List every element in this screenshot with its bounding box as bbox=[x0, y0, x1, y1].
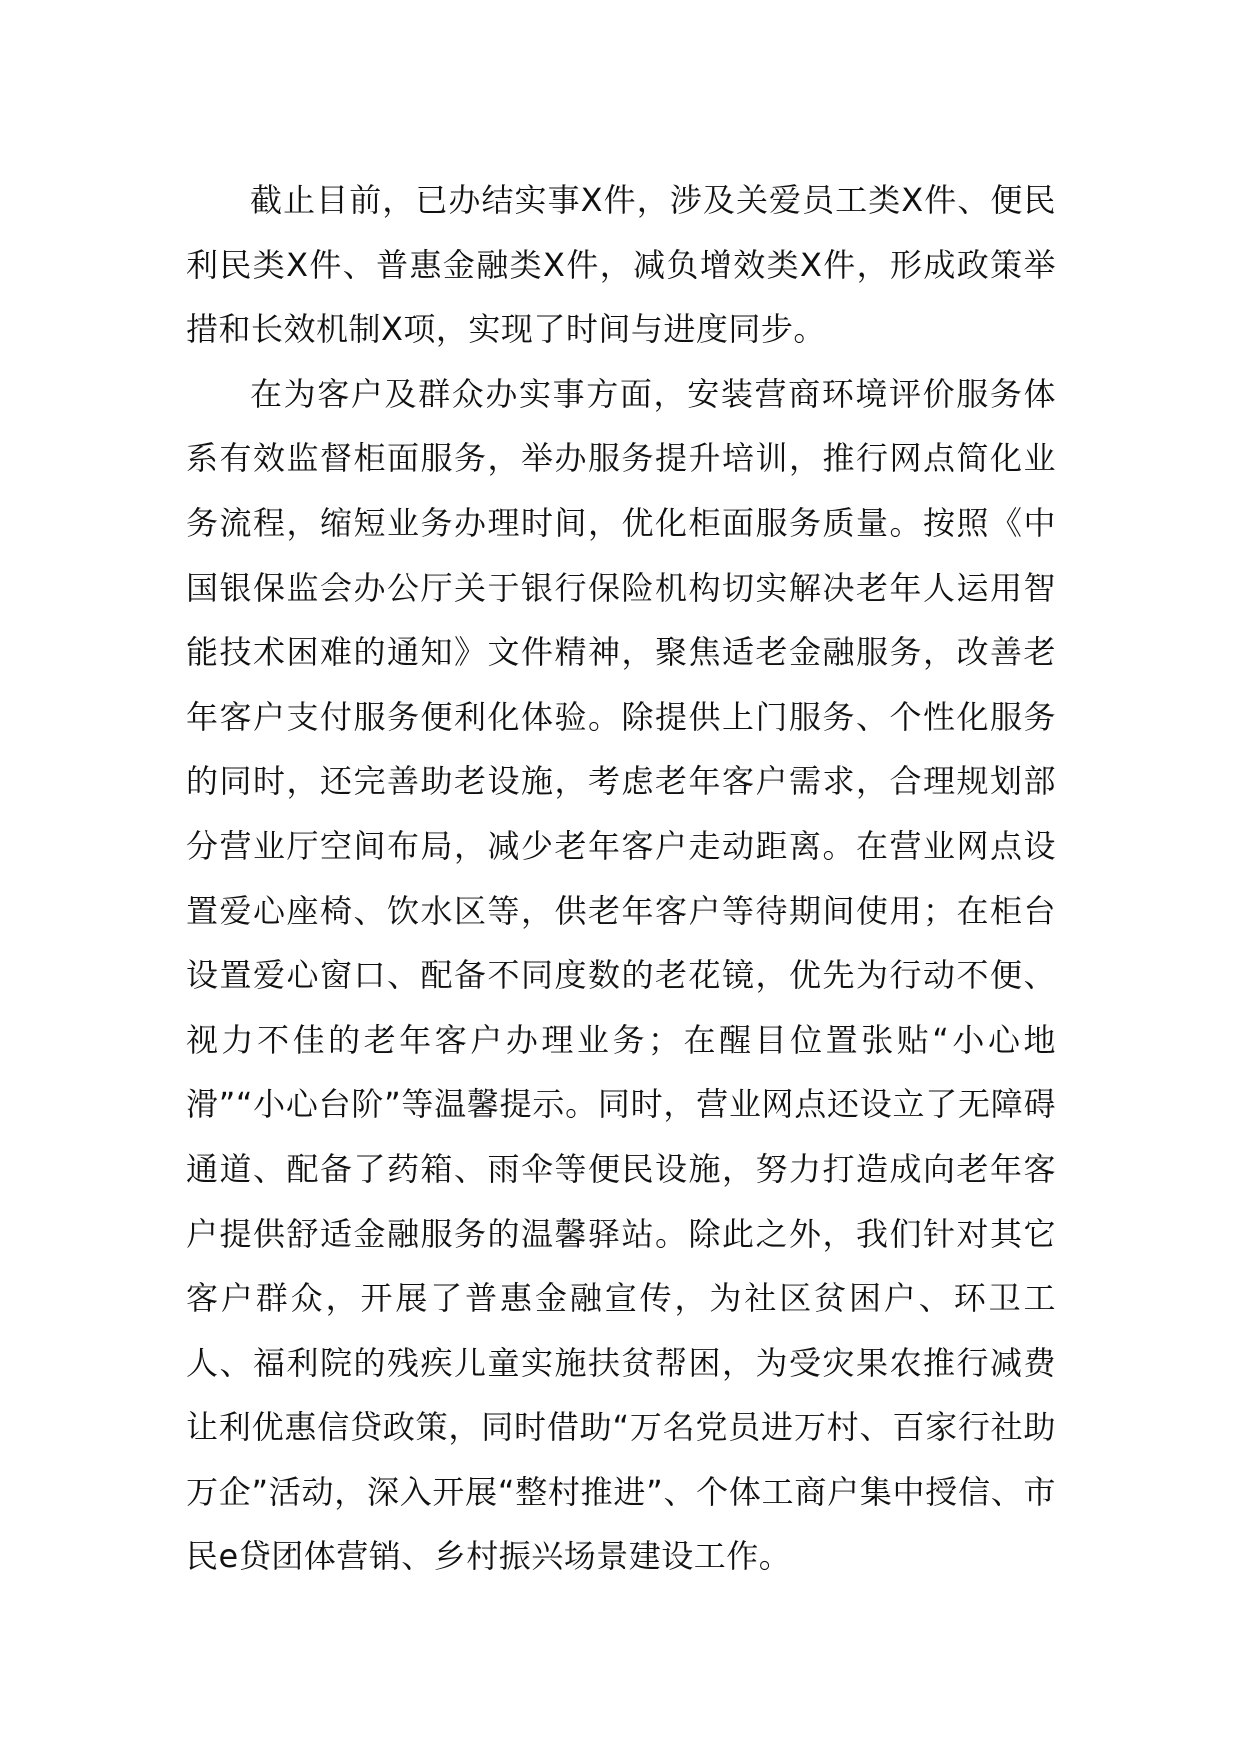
document-body bbox=[186, 168, 1056, 1589]
paragraph-summary: 截止目前，已办结实事X件，涉及关爱员工类X件、便民利民类X件、普惠金融类X件，减负增效类X件，形成政策举措和长效机制X项，实现了时间与进度同步。 bbox=[186, 181, 1056, 349]
paragraph-customer-service: 在为客户及群众办实事方面，安装营商环境评价服务体系有效监督柜面服务，举办服务提升培训，推行网点简化业务流程，缩短业务办理时间，优化柜面服务质量。按照《中国银保监会办公厅关于银行保险机构切实解决老年人运用智能技术困难的通知》文件精神，聚焦适老金融服务，改善老年客户支付服务便利化体验。除提供上门服务、个性化服务的同时，还完善助老设施，考虑老年客户需求，合理规划部分营业厅空间布局，减少老年客户走动距离。在营业网点设置爱心座椅、饮水区等，供老年客户等待期间使用；在柜台设置爱心窗口、配备不同度数的老花镜，优先为行动不便、视力不佳的老年客户办理业务；在醒目位置张贴“小心地滑”“小心台阶”等温馨提示。同时，营业网点还设立了无障碍通道、配备了药箱、雨伞等便民设施，努力打造成向老年客户提供舒适金融服务的温馨驿站。除此之外，我们针对其它客户群众，开展了普惠金融宣传，为社区贫困户、环卫工人、福利院的残疾儿童实施扶贫帮困，为受灾果农推行减费让利优惠信贷政策，同时借助“万名党员进万村、百家行社助万企”活动，深入开展“整村推进”、个体工商户集中授信、市民e贷团体营销、乡村振兴场景建设工作。 bbox=[186, 374, 1056, 1576]
